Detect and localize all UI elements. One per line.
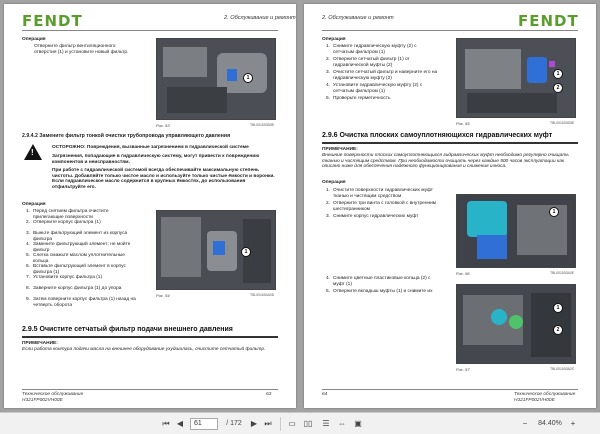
- page-number: 64: [322, 392, 328, 397]
- note-text: Если работа контура подачи масла на внешнее оборудование ухудшилась, очистите сетчатый фильтр.: [22, 347, 266, 352]
- step-text: Снимите цветные пластиковые кольца (2) с муфт (1): [333, 276, 431, 287]
- operation-title-2: Операция: [322, 180, 346, 185]
- operation-title: Операция: [22, 37, 46, 42]
- figure-54-caption: Рис. 54: [156, 293, 170, 298]
- page-63: [4, 4, 296, 408]
- step-text: Отверните сетчатый фильтр (1) от гидравлической муфты (2): [333, 57, 410, 68]
- zoom-level[interactable]: 84.40%: [538, 420, 562, 427]
- warning-text-2: При работе с гидравлической системой всегда обеспечивайте максимальную степень чистоты. Добавляйте только чистое масло и используйте только чистые ёмкости и воронки. Если гидравлическое масло содержится в крупных ёмкостях, до использования отфильтруйте его.: [52, 168, 275, 190]
- zoom-in-button[interactable]: +: [570, 419, 576, 428]
- step-number: 4.: [326, 83, 331, 88]
- step-text: Отверните три винта с головкой с внутренним шестигранником: [333, 201, 437, 212]
- warning-text-1: Загрязнения, попадающие в гидравлическую систему, могут привести к повреждению компонентов и неисправностям.: [52, 154, 260, 165]
- step-text: Вставьте фильтрующий элемент в корпус фильтра (1): [33, 264, 126, 275]
- page-number-input[interactable]: 61: [190, 418, 218, 430]
- note-title: ПРИМЕЧАНИЕ:: [322, 147, 358, 152]
- fit-page-icon[interactable]: ▣: [354, 419, 362, 428]
- callout-1: 1: [553, 303, 563, 313]
- op-step: Отверните фильтр вентиляционного отверстия (1) и установите новый фильтр.: [34, 44, 129, 55]
- zoom-out-button[interactable]: −: [522, 419, 528, 428]
- last-page-button[interactable]: ⏭: [264, 419, 272, 428]
- step-number: 5.: [326, 289, 331, 294]
- step-number: 2.: [326, 201, 331, 206]
- step-text: Перед снятием фильтра очистите прилегающие поверхности: [33, 209, 109, 220]
- step-text: Очистите сетчатый фильтр и наверните его на гидравлическую муфту (2): [333, 70, 438, 81]
- callout-1: 1: [553, 69, 563, 79]
- section-rule: [22, 336, 278, 338]
- step-number: 5.: [326, 96, 331, 101]
- step-text: Снимите гидравлическую муфту (2) с сетчатым фильтром (1): [333, 44, 417, 55]
- view-double-icon[interactable]: ▯▯: [303, 419, 313, 428]
- figure-55-code: TBL0011B3D5E: [550, 121, 575, 125]
- footer-rule: [322, 389, 578, 390]
- footer-code: H321FP002VH00E: [22, 398, 63, 403]
- operation-title: Операция: [322, 37, 346, 42]
- figure-56-image: [456, 194, 576, 268]
- figure-53-caption: Рис. 53: [156, 123, 170, 128]
- step-number: 5.: [26, 253, 31, 258]
- step-text: Заверните корпус фильтра (1) до упора: [33, 286, 122, 291]
- fendt-logo: FENDT: [22, 12, 83, 30]
- header-rule: [22, 30, 278, 31]
- note-title: ПРИМЕЧАНИЕ:: [22, 341, 58, 346]
- next-page-button[interactable]: ▶: [250, 419, 258, 428]
- figure-56-caption: Рис. 56: [456, 271, 470, 276]
- step-number: 8.: [26, 286, 31, 291]
- fit-width-icon[interactable]: ⇔: [338, 419, 346, 428]
- figure-53-code: TBL0011B3D5E: [250, 123, 275, 127]
- step-text: Очистите поверхности гидравлических муфт тканью и чистящим средством: [333, 188, 433, 199]
- callout-1: 1: [243, 73, 253, 83]
- callout-2: 2: [553, 325, 563, 335]
- step-number: 2.: [326, 57, 331, 62]
- section-296-title: 2.9.6 Очистка плоских самоуплотняющихся гидравлических муфт: [322, 132, 553, 139]
- step-text: Установите корпус фильтра (1): [33, 275, 103, 280]
- warning-icon: !: [24, 144, 42, 160]
- footer-rule: [22, 389, 278, 390]
- callout-1: 1: [549, 207, 559, 217]
- page-64: [304, 4, 596, 408]
- footer-code: H321FP002VH00E: [514, 398, 555, 403]
- figure-57-image: [456, 284, 576, 364]
- figure-57-code: TBL0011B3A2C: [550, 367, 575, 371]
- step-number: 9.: [26, 297, 31, 302]
- viewer-toolbar: [0, 412, 600, 434]
- step-text: Затем поверните корпус фильтра (1) назад на четверть оборота: [33, 297, 136, 308]
- step-number: 4.: [26, 242, 31, 247]
- operation-title-2: Операция: [22, 202, 46, 207]
- figure-55-image: [456, 38, 576, 118]
- warning-title: ОСТОРОЖНО: Повреждения, вызванные загрязнением в гидравлической системе: [52, 145, 249, 150]
- step-number: 1.: [326, 188, 331, 193]
- step-number: 6.: [26, 264, 31, 269]
- section-rule: [322, 142, 578, 144]
- figure-55-caption: Рис. 55: [456, 121, 470, 126]
- step-text: Установите гидравлическую муфту (2) с сетчатым фильтром (1): [333, 83, 423, 94]
- view-single-icon[interactable]: ▭: [288, 419, 296, 428]
- footer-title: Техническое обслуживание: [22, 392, 84, 397]
- step-text: Выньте фильтрующий элемент из корпуса фильтра: [33, 231, 128, 242]
- step-number: 3.: [326, 214, 331, 219]
- callout-1: 1: [241, 247, 251, 257]
- fendt-logo: FENDT: [518, 12, 579, 30]
- figure-54-code: TBL0011B4A0D: [250, 293, 275, 297]
- step-text: Снимите корпус гидравлических муфт: [333, 214, 419, 219]
- step-number: 7.: [26, 275, 31, 280]
- figure-54-image: [156, 210, 276, 290]
- step-number: 3.: [326, 70, 331, 75]
- step-number: 1.: [26, 209, 31, 214]
- step-text: Отверните вкладыш муфты (1) и снимите их: [333, 289, 433, 294]
- page-number: 63: [266, 392, 272, 397]
- header-section: 2. Обслуживание и ремонт: [224, 15, 296, 21]
- figure-53-image: [156, 38, 276, 120]
- footer-title: Техническое обслуживание: [514, 392, 576, 397]
- step-text: Проверьте герметичность: [333, 96, 391, 101]
- header-rule: [322, 30, 578, 31]
- section-295-title: 2.9.5 Очистите сетчатый фильтр подачи внешнего давления: [22, 326, 233, 333]
- page-total: / 172: [226, 420, 242, 427]
- callout-2: 2: [553, 83, 563, 93]
- toolbar-divider: [280, 417, 281, 431]
- step-text: Отверните корпус фильтра (1): [33, 220, 101, 225]
- note-text: Внешние поверхности плоских самоуплотняющихся гидравлических муфт необходимо регулярно очищать тканью и чистящим средством. При необходимости очищать через каждые 500 часов эксплуатации как описано ниже для обеспечения надёжного функционирования и снижения износа.: [322, 153, 569, 170]
- prev-page-button[interactable]: ◀: [176, 419, 184, 428]
- first-page-button[interactable]: ⏮: [162, 419, 170, 428]
- section-2942-title: 2.9.4.2 Замените фильтр тонкой очистки трубопровода управляющего давления: [22, 133, 231, 139]
- figure-57-caption: Рис. 57: [456, 367, 470, 372]
- step-number: 3.: [26, 231, 31, 236]
- scroll-mode-icon[interactable]: ☰: [322, 419, 330, 428]
- step-number: 4.: [326, 276, 331, 281]
- step-text: Слегка смажьте маслом уплотнительные кольца: [33, 253, 125, 264]
- figure-56-code: TBL0011B3A0E: [550, 271, 575, 275]
- step-number: 2.: [26, 220, 31, 225]
- step-text: Замените фильтрующий элемент; не мойте фильтр: [33, 242, 131, 253]
- header-section: 2. Обслуживание и ремонт: [322, 15, 394, 21]
- step-number: 1.: [326, 44, 331, 49]
